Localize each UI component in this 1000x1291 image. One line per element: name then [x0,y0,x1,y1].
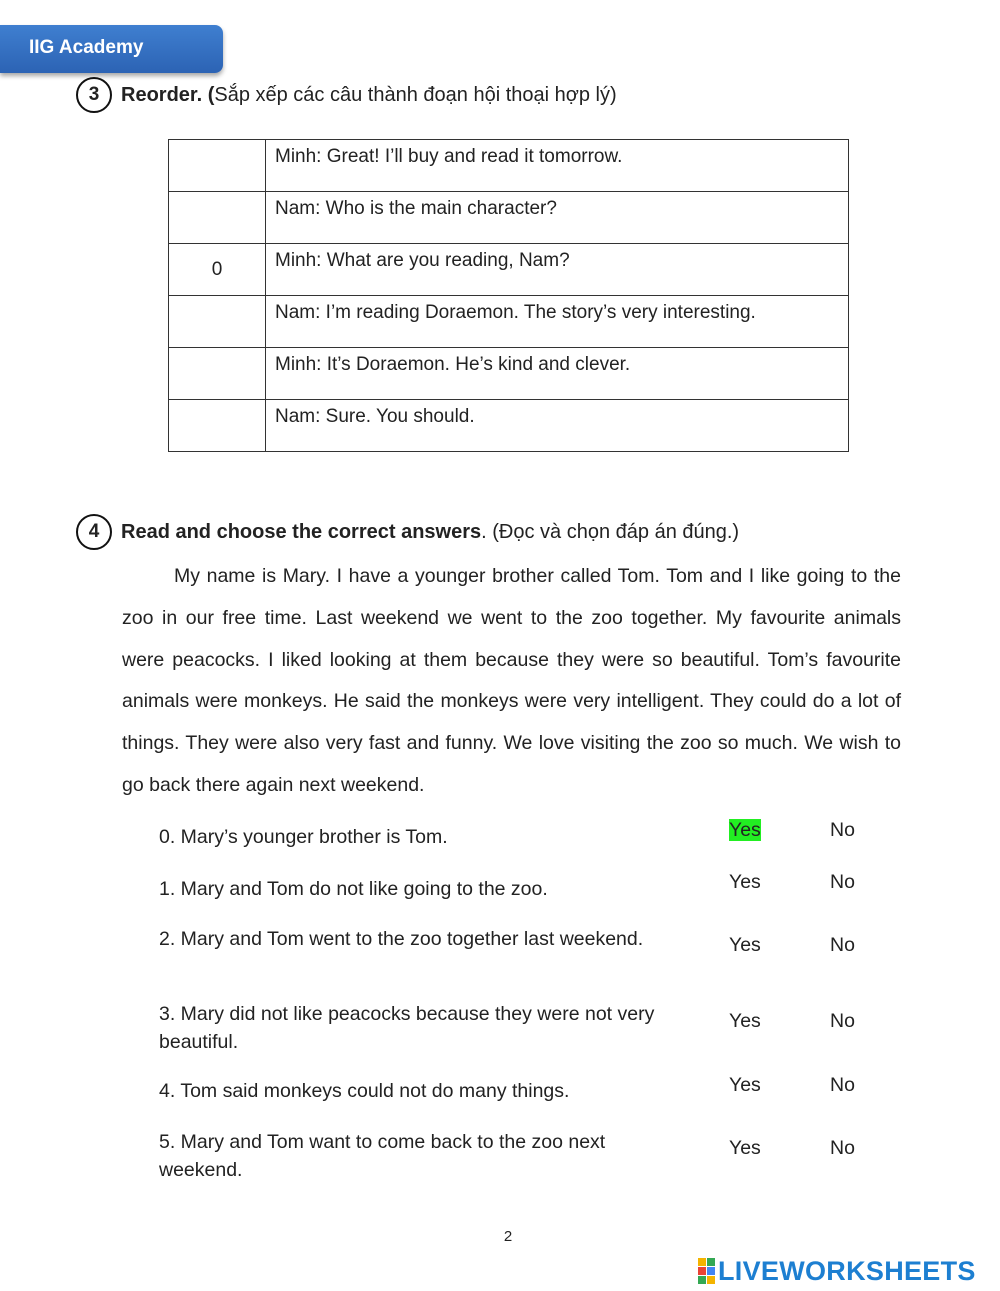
question-1: 1. Mary and Tom do not like going to the zoo. [159,878,548,900]
yes-label: Yes [729,1137,761,1159]
yes-option-4[interactable] [729,1072,761,1098]
no-label: No [830,819,855,841]
section-3-header [76,77,617,113]
passage-text: My name is Mary. I have a younger brother called Tom. Tom and I like going to the zoo in our free time. Last weekend we went to the zoo together. My favourite animals were peacocks. I liked looking at them because they were so beautiful. Tom’s favourite animals were monkeys. He said the monkeys were very intelligent. They could do a lot of things. They were also very fast and funny. We love visiting the zoo so much. We wish to go back there again next weekend. [122,565,901,796]
question-3: 3. Mary did not like peacocks because they were not very beautiful. [159,1003,655,1053]
dialogue-line: Minh: What are you reading, Nam? [266,244,849,296]
yes-option-2[interactable] [729,932,761,958]
section-title [121,84,617,107]
table-row [169,400,849,452]
brand-tab [0,25,223,73]
order-cell[interactable] [169,192,266,244]
no-label: No [830,934,855,956]
reorder-table [168,139,849,452]
section-number: 4 [88,521,100,542]
question-5: 5. Mary and Tom want to come back to the zoo next weekend. [159,1131,606,1181]
section-number-badge [76,514,112,550]
section-title-rest: Sắp xếp các câu thành đoạn hội thoại hợp lý) [214,83,617,106]
order-cell [169,244,266,296]
question-4: 4. Tom said monkeys could not do many things. [159,1080,570,1102]
dialogue-line: Nam: Sure. You should. [266,400,849,452]
yes-option-1[interactable] [729,869,761,895]
brand-label: IIG Academy [29,37,144,58]
section-number-badge [76,77,112,113]
table-row [169,244,849,296]
table-row [169,296,849,348]
dialogue-line: Minh: Great! I’ll buy and read it tomorrow. [266,140,849,192]
no-label: No [830,871,855,893]
question-0: 0. Mary’s younger brother is Tom. [159,826,448,848]
section-title [121,521,739,544]
dialogue-line: Minh: It’s Doraemon. He’s kind and clever. [266,348,849,400]
logo-text: LIVEWORKSHEETS [718,1255,976,1286]
no-option-1[interactable] [830,869,855,895]
liveworksheets-logo [698,1254,976,1288]
question-2: 2. Mary and Tom went to the zoo together last weekend. [159,928,644,950]
no-option-3[interactable] [830,1008,855,1034]
no-label: No [830,1137,855,1159]
dialogue-line: Nam: I’m reading Doraemon. The story’s very interesting. [266,296,849,348]
no-option-0[interactable] [830,817,855,843]
section-4-header [76,514,739,550]
no-option-4[interactable] [830,1072,855,1098]
yes-label: Yes [729,1010,761,1032]
table-row [169,140,849,192]
section-number: 3 [88,84,100,105]
yes-option-3[interactable] [729,1008,761,1034]
order-number: 0 [211,258,223,280]
order-cell[interactable] [169,400,266,452]
section-title-bold: Read and choose the correct answers [121,520,482,543]
yes-option-0[interactable] [729,817,761,843]
order-cell[interactable] [169,296,266,348]
no-option-2[interactable] [830,932,855,958]
page-number: 2 [503,1228,513,1245]
yes-label: Yes [729,819,761,841]
yes-label: Yes [729,934,761,956]
table-row [169,192,849,244]
liveworksheets-blocks-icon [698,1258,715,1284]
no-label: No [830,1074,855,1096]
reading-passage [122,556,901,807]
dialogue-line: Nam: Who is the main character? [266,192,849,244]
no-option-5[interactable] [830,1135,855,1161]
order-cell[interactable] [169,140,266,192]
section-title-bold: Reorder. ( [121,83,215,106]
table-row [169,348,849,400]
yes-label: Yes [729,871,761,893]
section-title-rest: . (Đọc và chọn đáp án đúng.) [481,520,740,543]
no-label: No [830,1010,855,1032]
yes-option-5[interactable] [729,1135,761,1161]
order-cell[interactable] [169,348,266,400]
yes-label: Yes [729,1074,761,1096]
